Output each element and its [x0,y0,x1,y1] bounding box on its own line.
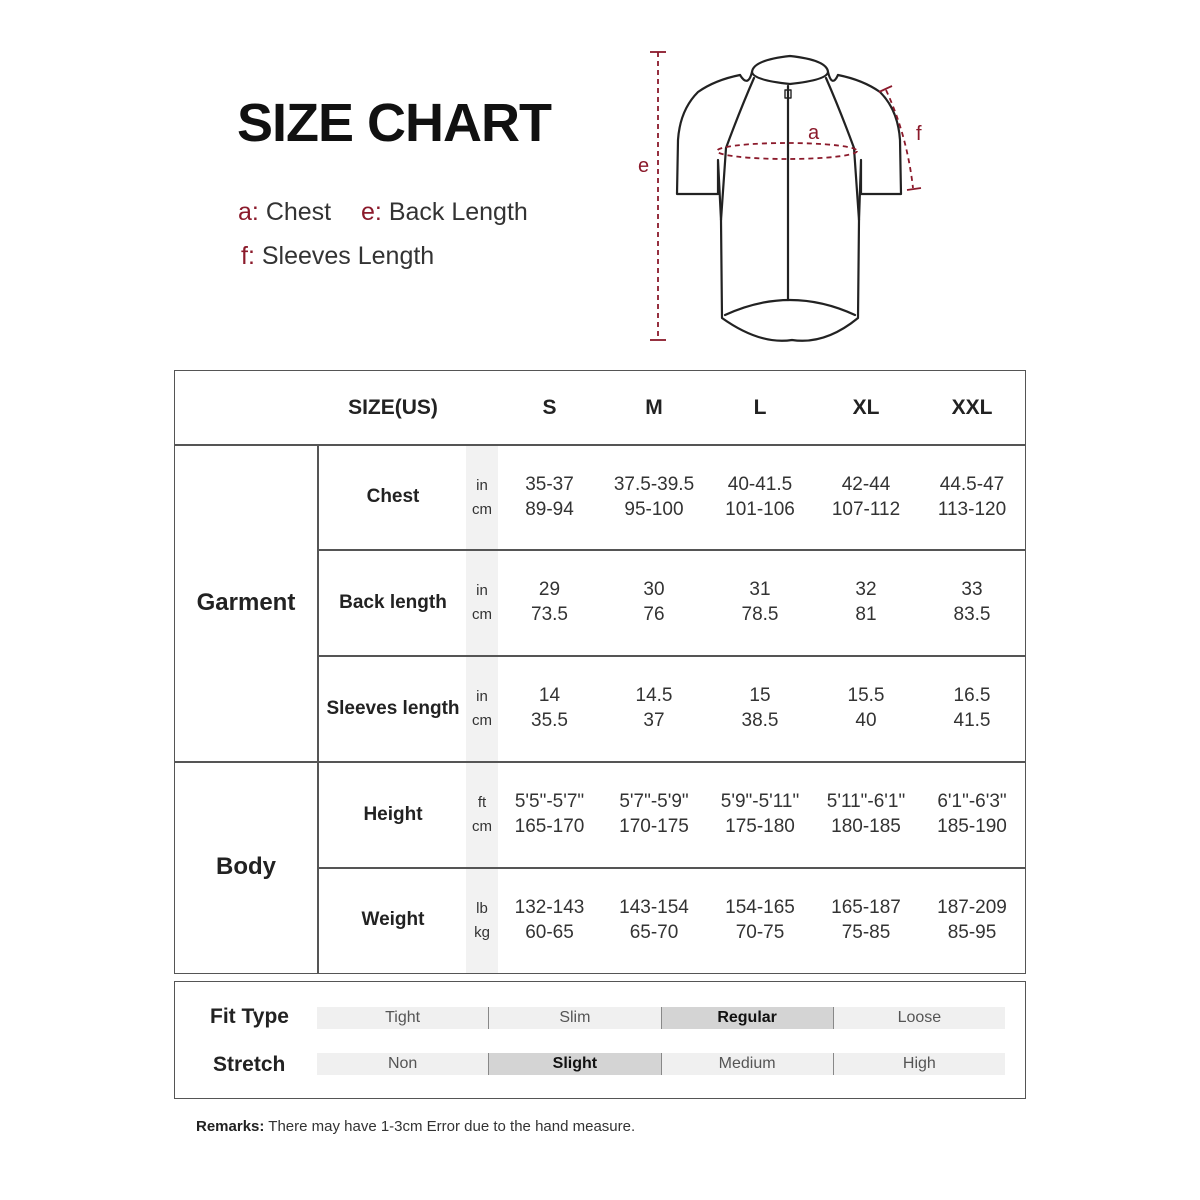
table-cell [707,550,813,656]
value-metric: 40 [855,710,877,731]
size-header-xl: XL [852,396,880,420]
jersey-collar [752,56,828,84]
unit: in [476,476,488,494]
legend-label-chest: Chest [265,198,332,226]
stretch-label: Stretch [213,1053,286,1076]
table-cell [813,762,919,868]
value-imperial: 29 [538,579,561,601]
unit: lb [476,899,488,917]
value-metric: 85-95 [947,921,997,943]
value-imperial: 5'11"-6'1" [826,791,906,813]
table-cell [601,445,707,550]
value-metric: 70-75 [735,921,785,943]
fit-type-option: Tight [317,1007,488,1029]
row-units-weight [466,868,498,973]
row-label-height: Height [363,803,423,825]
table-cell [813,445,919,550]
value-imperial: 42-44 [841,473,891,495]
unit: cm [472,606,492,623]
value-metric: 89-94 [525,498,574,520]
value-metric: 113-120 [937,498,1007,520]
stretch-option-selected: Slight [488,1053,660,1075]
value-imperial: 132-143 [514,896,585,918]
label-e: e [638,155,650,177]
table-cell [813,868,919,973]
remarks [196,1118,635,1135]
value-imperial: 44.5-47 [939,473,1005,495]
value-imperial: 14 [538,685,561,707]
table-cell [919,656,1025,762]
table-cell [498,656,601,762]
fit-type-option: Slim [488,1007,660,1029]
size-header-m: M [645,396,663,420]
value-metric: 180-185 [831,816,901,837]
row-units-back-length [466,550,498,656]
legend-key-f: f: [241,242,255,270]
remarks-label: Remarks: [196,1118,265,1135]
row-units-sleeves-length [466,656,498,762]
value-imperial: 35-37 [525,473,574,495]
value-metric: 41.5 [953,710,991,731]
size-header-s: S [542,396,557,420]
table-cell [919,868,1025,973]
value-imperial: 40-41.5 [727,473,793,495]
fit-panel [174,981,1026,1099]
value-metric: 185-190 [937,816,1007,837]
fit-type-option: Loose [833,1007,1005,1029]
value-metric: 73.5 [531,604,568,625]
legend-key-a: a: [238,198,259,226]
value-metric: 65-70 [629,921,679,943]
table-cell [707,868,813,973]
stretch-option: Medium [661,1053,833,1075]
stretch-scale [317,1053,1005,1075]
size-us-header: SIZE(US) [348,396,438,420]
label-f: f [916,123,922,145]
label-a: a [808,122,820,144]
table-cell [498,762,601,868]
row-label-weight: Weight [361,909,425,931]
value-imperial: 16.5 [953,685,991,707]
size-header-xxl: XXL [951,396,993,420]
table-cell [813,550,919,656]
value-metric: 170-175 [619,816,689,837]
value-metric: 37 [643,710,665,731]
row-label-chest: Chest [366,486,420,508]
value-imperial: 37.5-39.5 [613,473,695,495]
row-label-sleeves-length: Sleeves length [326,697,460,719]
value-imperial: 15 [749,685,771,707]
value-metric: 95-100 [624,498,684,520]
table-cell [601,762,707,868]
legend-sleeves-length [241,242,434,271]
stretch-option: Non [317,1053,488,1075]
table-cell [813,656,919,762]
page-title: SIZE CHART [237,93,551,153]
table-cell [919,445,1025,550]
value-imperial: 31 [749,579,771,601]
value-metric: 101-106 [725,498,795,520]
size-table [174,370,1026,974]
legend-chest [238,198,331,227]
fit-type-label: Fit Type [210,1005,289,1028]
value-imperial: 30 [643,579,665,601]
value-metric: 83.5 [953,604,991,625]
table-cell [601,656,707,762]
value-metric: 81 [855,604,877,625]
table-cell [601,550,707,656]
group-garment: Garment [196,589,296,617]
unit: ft [477,794,487,811]
value-metric: 35.5 [531,710,568,731]
stretch-option: High [833,1053,1005,1075]
table-cell [601,868,707,973]
value-imperial: 33 [961,579,983,601]
value-imperial: 5'5"-5'7" [514,791,585,813]
value-imperial: 5'7"-5'9" [619,791,689,813]
value-imperial: 15.5 [847,685,885,707]
remarks-text: There may have 1-3cm Error due to the hand measure. [268,1118,636,1135]
legend-key-e: e: [361,198,382,226]
table-cell [707,762,813,868]
value-metric: 175-180 [725,816,795,837]
fit-type-option-selected: Regular [661,1007,833,1029]
value-metric: 78.5 [741,604,779,625]
legend-back-length [361,198,528,227]
unit: kg [474,923,490,941]
value-metric: 107-112 [831,498,901,520]
fit-type-scale [317,1007,1005,1029]
value-imperial: 32 [855,579,877,601]
legend-label-back-length: Back Length [388,198,528,226]
value-metric: 38.5 [741,710,779,731]
table-cell [919,762,1025,868]
row-units-height [466,762,498,868]
value-imperial: 143-154 [619,896,689,918]
table-cell [498,445,601,550]
value-metric: 76 [643,604,665,625]
table-cell [707,445,813,550]
unit: in [476,688,488,705]
unit: in [476,582,488,599]
value-imperial: 5'9"-5'11" [720,791,800,813]
value-metric: 165-170 [514,816,585,837]
value-imperial: 165-187 [831,896,901,918]
value-imperial: 6'1"-6'3" [937,791,1007,813]
value-imperial: 14.5 [635,685,673,707]
jersey-diagram-icon [630,40,950,350]
unit: cm [472,712,492,729]
size-header-l: L [753,396,767,420]
value-metric: 60-65 [525,921,574,943]
value-metric: 75-85 [841,921,891,943]
unit: cm [472,500,492,518]
table-cell [498,550,601,656]
legend-label-sleeves-length: Sleeves Length [261,242,435,270]
unit: cm [472,818,492,835]
row-label-back-length: Back length [339,591,447,613]
table-cell [919,550,1025,656]
row-units-chest [466,445,498,550]
table-cell [498,868,601,973]
value-imperial: 154-165 [725,896,795,918]
group-body: Body [216,853,276,881]
table-cell [707,656,813,762]
value-imperial: 187-209 [937,896,1007,918]
